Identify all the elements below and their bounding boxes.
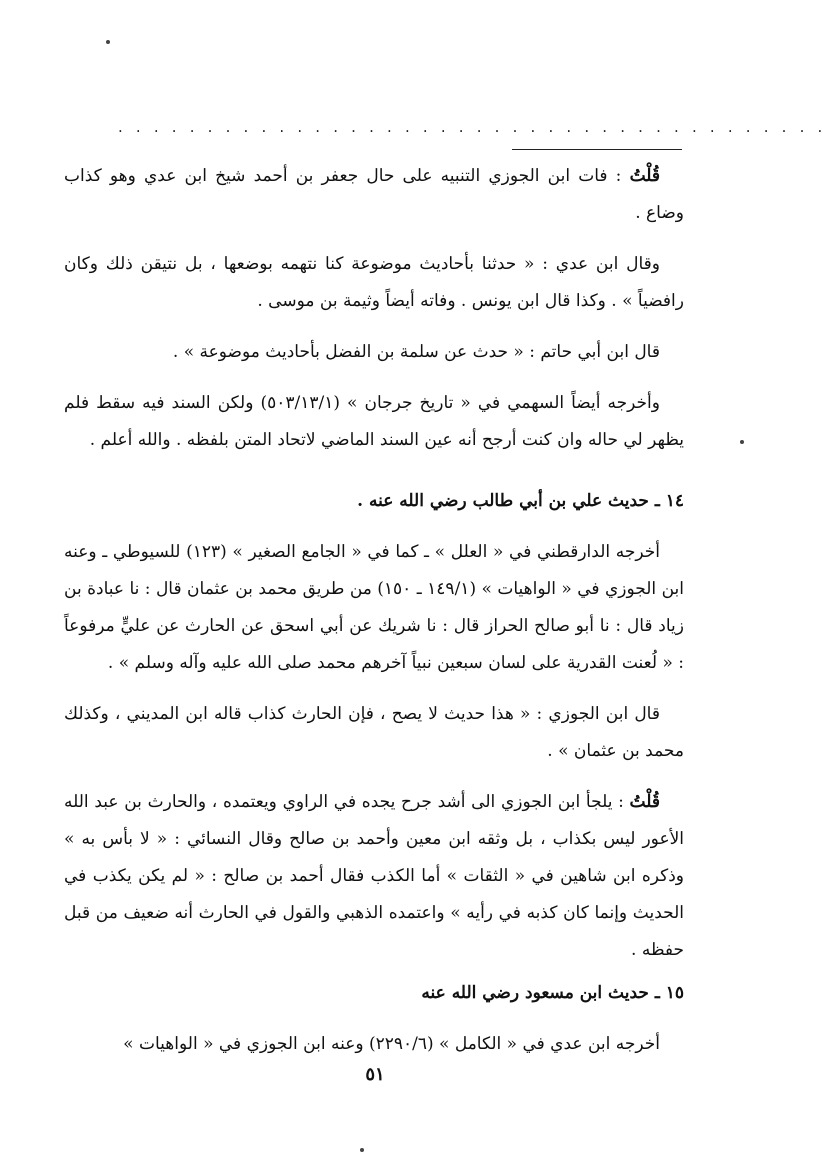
section-14-heading: ١٤ ـ حديث علي بن أبي طالب رضي الله عنه . <box>357 491 684 511</box>
qult-marker: قُلْتُ <box>629 792 660 812</box>
footnote-separator-dots: . . . . . . . . . . . . . . . . . . . . . . . . . . . . . . . . . . . . . . . . <box>118 118 826 136</box>
page-body <box>64 158 684 1063</box>
paragraph-1 <box>64 158 684 232</box>
paragraph-text: قال ابن الجوزي : « هذا حديث لا يصح ، فإن الحارث كذاب قاله ابن المديني ، وكذلك محمد بن عثمان » . <box>64 704 684 761</box>
section-14-paragraph-2 <box>64 696 684 770</box>
paragraph-text: وأخرجه أيضاً السهمي في « تاريخ جرجان » (٥٠٣/١٣/١) ولكن السند فيه سقط فلم يظهر لي حاله وان كنت أرجح أنه عين السند الماضي لاتحاد المتن بلفظه . والله أعلم . <box>64 393 684 450</box>
section-15-heading: ١٥ ـ حديث ابن مسعود رضي الله عنه <box>421 983 684 1003</box>
scan-speck <box>740 440 744 444</box>
footnote-separator-rule <box>512 149 682 150</box>
paragraph-text: أخرجه الدارقطني في « العلل » ـ كما في « الجامع الصغير » (١٢٣) للسيوطي ـ وعنه ابن الجوزي في « الواهيات » (١٤٩/١ ـ ١٥٠) من طريق محمد بن عثمان قال : نا عبادة بن زياد قال : نا أبو صالح الحراز قال : نا شريك عن أبي اسحق عن الحارث عن عليٍّ مرفوعاً : « لُعنت القدرية على لسان سبعين نبياً آخرهم محمد صلى الله عليه وآله وسلم » . <box>64 542 684 673</box>
paragraph-text: أخرجه ابن عدي في « الكامل » (٢٢٩٠/٦) وعنه ابن الجوزي في « الواهيات » <box>123 1034 660 1054</box>
section-14-paragraph-1 <box>64 534 684 682</box>
scan-speck <box>360 1148 364 1152</box>
paragraph-text: : فات ابن الجوزي التنبيه على حال جعفر بن أحمد شيخ ابن عدي وهو كذاب وضاع . <box>64 166 684 223</box>
section-14-paragraph-3 <box>64 784 684 969</box>
paragraph-3 <box>64 334 684 371</box>
paragraph-text: قال ابن أبي حاتم : « حدث عن سلمة بن الفضل بأحاديث موضوعة » . <box>172 342 660 362</box>
paragraph-2 <box>64 246 684 320</box>
paragraph-4 <box>64 385 684 459</box>
qult-marker: قُلْتُ <box>629 166 661 186</box>
paragraph-text: وقال ابن عدي : « حدثنا بأحاديث موضوعة كنا نتهمه بوضعها ، بل نتيقن ذلك وكان رافضياً » . وكذا قال ابن يونس . وفاته أيضاً وثيمة بن موسى . <box>64 254 684 311</box>
paragraph-text: : يلجأ ابن الجوزي الى أشد جرح يجده في الراوي ويعتمده ، والحارث بن عبد الله الأعور ليس بكذاب ، بل وثقه ابن معين وأحمد بن صالح وقال النسائي : « لا بأس به » وذكره ابن شاهين في « الثقات » أما الكذب فقال أحمد بن صالح : « لم يكن يكذب في الحديث وإنما كان كذبه في رأيه » واعتمده الذهبي والقول في الحارث أنه ضعيف من قبل حفظه . <box>64 792 684 960</box>
section-15-paragraph-1 <box>64 1026 684 1063</box>
page-number: ٥١ <box>365 1064 385 1085</box>
scan-speck <box>106 40 110 44</box>
